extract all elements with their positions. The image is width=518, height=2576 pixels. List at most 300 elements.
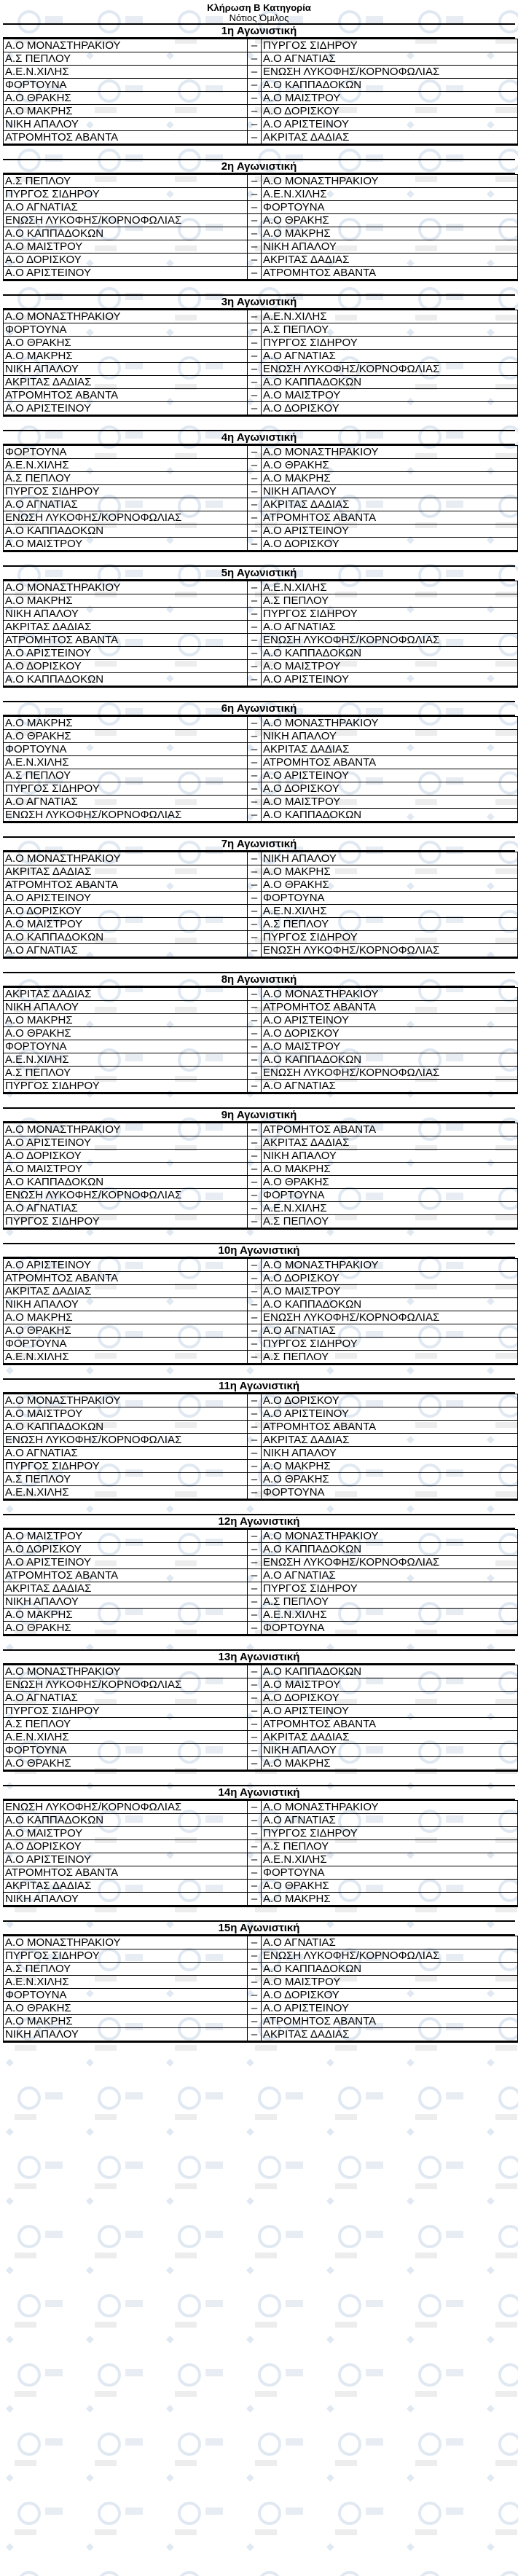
vs-separator: – bbox=[248, 1827, 262, 1840]
home-team: ΦΟΡΤΟΥΝΑ bbox=[4, 323, 248, 337]
away-team: ΦΟΡΤΟΥΝΑ bbox=[262, 1486, 518, 1500]
table-row bbox=[4, 1473, 518, 1486]
away-team: Α.Ο ΜΑΙΣΤΡΟΥ bbox=[262, 1976, 518, 1989]
round-title: 8η Αγωνιστική bbox=[3, 972, 515, 987]
vs-separator: – bbox=[248, 730, 262, 743]
vs-separator: – bbox=[248, 337, 262, 350]
home-team: Α.Ο ΜΑΙΣΤΡΟΥ bbox=[4, 1407, 248, 1421]
table-row bbox=[4, 1447, 518, 1460]
table-row bbox=[4, 944, 518, 958]
vs-separator: – bbox=[248, 1556, 262, 1569]
away-team: ΦΟΡΤΟΥΝΑ bbox=[262, 1189, 518, 1202]
table-row bbox=[4, 1866, 518, 1880]
away-team: Α.Ε.Ν.ΧΙΛΗΣ bbox=[262, 1853, 518, 1866]
away-team: Α.Ο ΜΑΚΡΗΣ bbox=[262, 1757, 518, 1771]
away-team: ΕΝΩΣΗ ΛΥΚΟΦΗΣ/ΚΟΡΝΟΦΩΛΙΑΣ bbox=[262, 944, 518, 958]
away-team: Α.Ο ΚΑΠΠΑΔΟΚΩΝ bbox=[262, 1053, 518, 1067]
table-row bbox=[4, 1936, 518, 1949]
away-team: Α.Ο ΔΟΡΙΣΚΟΥ bbox=[262, 1989, 518, 2002]
fixtures-table bbox=[3, 445, 518, 552]
round-title: 10η Αγωνιστική bbox=[3, 1243, 515, 1258]
away-team: Α.Ο ΔΟΡΙΣΚΟΥ bbox=[262, 105, 518, 118]
home-team: ΦΟΡΤΟΥΝΑ bbox=[4, 79, 248, 92]
vs-separator: – bbox=[248, 1989, 262, 2002]
table-row bbox=[4, 376, 518, 389]
table-row bbox=[4, 660, 518, 673]
round-section bbox=[0, 1378, 518, 1501]
table-row bbox=[4, 865, 518, 879]
table-row bbox=[4, 1486, 518, 1500]
away-team: Α.Σ ΠΕΠΛΟΥ bbox=[262, 1215, 518, 1229]
away-team: Α.Ο ΚΑΠΠΑΔΟΚΩΝ bbox=[262, 809, 518, 822]
page-title: Κλήρωση Β Κατηγορία bbox=[207, 2, 311, 13]
table-row bbox=[4, 647, 518, 660]
away-team: ΦΟΡΤΟΥΝΑ bbox=[262, 1866, 518, 1880]
table-row bbox=[4, 1163, 518, 1176]
away-team: Α.Ο ΑΓΝΑΤΙΑΣ bbox=[262, 1080, 518, 1093]
home-team: Α.Ο ΘΡΑΚΗΣ bbox=[4, 2002, 248, 2015]
away-team: Α.Ο ΜΟΝΑΣΤΗΡΑΚΙΟΥ bbox=[262, 175, 518, 188]
home-team: Α.Ε.Ν.ΧΙΛΗΣ bbox=[4, 756, 248, 769]
table-row bbox=[4, 1665, 518, 1678]
table-row bbox=[4, 608, 518, 621]
home-team: ΝΙΚΗ ΑΠΑΛΟΥ bbox=[4, 363, 248, 376]
round-section bbox=[0, 159, 518, 281]
home-team: Α.Ο ΜΑΚΡΗΣ bbox=[4, 2015, 248, 2028]
away-team: ΠΥΡΓΟΣ ΣΙΔΗΡΟΥ bbox=[262, 39, 518, 52]
home-team: ΑΚΡΙΤΑΣ ΔΑΔΙΑΣ bbox=[4, 865, 248, 879]
table-row bbox=[4, 1259, 518, 1272]
vs-separator: – bbox=[248, 254, 262, 267]
vs-separator: – bbox=[248, 1176, 262, 1189]
home-team: Α.Ο ΘΡΑΚΗΣ bbox=[4, 730, 248, 743]
table-row bbox=[4, 796, 518, 809]
table-row bbox=[4, 673, 518, 687]
away-team: Α.Ο ΜΑΚΡΗΣ bbox=[262, 227, 518, 240]
away-team: ΑΤΡΟΜΗΤΟΣ ΑΒΑΝΤΑ bbox=[262, 1123, 518, 1136]
table-row bbox=[4, 472, 518, 485]
vs-separator: – bbox=[248, 1014, 262, 1027]
vs-separator: – bbox=[248, 1705, 262, 1718]
away-team: Α.Ο ΜΟΝΑΣΤΗΡΑΚΙΟΥ bbox=[262, 1530, 518, 1543]
home-team: Α.Ο ΚΑΠΠΑΔΟΚΩΝ bbox=[4, 1814, 248, 1827]
table-row bbox=[4, 131, 518, 145]
round-title: 14η Αγωνιστική bbox=[3, 1785, 515, 1800]
vs-separator: – bbox=[248, 1421, 262, 1434]
home-team: Α.Ο ΑΡΙΣΤΕΙΝΟΥ bbox=[4, 892, 248, 905]
vs-separator: – bbox=[248, 498, 262, 511]
home-team: Α.Ο ΔΟΡΙΣΚΟΥ bbox=[4, 660, 248, 673]
page-subtitle: Νότιος Όμιλος bbox=[229, 12, 289, 23]
table-row bbox=[4, 1893, 518, 1907]
round-section bbox=[0, 1649, 518, 1772]
vs-separator: – bbox=[248, 743, 262, 756]
table-row bbox=[4, 1718, 518, 1731]
table-row bbox=[4, 39, 518, 52]
away-team: ΝΙΚΗ ΑΠΑΛΟΥ bbox=[262, 730, 518, 743]
away-team: Α.Ο ΔΟΡΙΣΚΟΥ bbox=[262, 782, 518, 796]
away-team: ΑΚΡΙΤΑΣ ΔΑΔΙΑΣ bbox=[262, 498, 518, 511]
table-row bbox=[4, 581, 518, 594]
vs-separator: – bbox=[248, 1136, 262, 1150]
away-team: Α.Ο ΜΟΝΑΣΤΗΡΑΚΙΟΥ bbox=[262, 1801, 518, 1814]
vs-separator: – bbox=[248, 538, 262, 551]
away-team: Α.Σ ΠΕΠΛΟΥ bbox=[262, 1840, 518, 1853]
away-team: ΝΙΚΗ ΑΠΑΛΟΥ bbox=[262, 852, 518, 865]
table-row bbox=[4, 1569, 518, 1582]
home-team: Α.Ο ΑΡΙΣΤΕΙΝΟΥ bbox=[4, 1853, 248, 1866]
away-team: ΑΚΡΙΤΑΣ ΔΑΔΙΑΣ bbox=[262, 254, 518, 267]
away-team: ΑΤΡΟΜΗΤΟΣ ΑΒΑΝΤΑ bbox=[262, 1421, 518, 1434]
table-row bbox=[4, 1001, 518, 1014]
away-team: Α.Ο ΜΑΚΡΗΣ bbox=[262, 472, 518, 485]
vs-separator: – bbox=[248, 769, 262, 782]
home-team: Α.Ο ΑΓΝΑΤΙΑΣ bbox=[4, 944, 248, 958]
round-section bbox=[0, 836, 518, 959]
away-team: ΑΤΡΟΜΗΤΟΣ ΑΒΑΝΤΑ bbox=[262, 1001, 518, 1014]
home-team: ΦΟΡΤΟΥΝΑ bbox=[4, 1989, 248, 2002]
table-row bbox=[4, 1311, 518, 1324]
away-team: ΦΟΡΤΟΥΝΑ bbox=[262, 892, 518, 905]
home-team: ΠΥΡΓΟΣ ΣΙΔΗΡΟΥ bbox=[4, 1080, 248, 1093]
home-team: Α.Ο ΑΡΙΣΤΕΙΝΟΥ bbox=[4, 1136, 248, 1150]
table-row bbox=[4, 1814, 518, 1827]
home-team: ΝΙΚΗ ΑΠΑΛΟΥ bbox=[4, 608, 248, 621]
vs-separator: – bbox=[248, 1067, 262, 1080]
table-row bbox=[4, 1543, 518, 1556]
home-team: ΑΚΡΙΤΑΣ ΔΑΔΙΑΣ bbox=[4, 1880, 248, 1893]
vs-separator: – bbox=[248, 1880, 262, 1893]
vs-separator: – bbox=[248, 175, 262, 188]
home-team: Α.Ο ΜΑΙΣΤΡΟΥ bbox=[4, 918, 248, 931]
away-team: Α.Ο ΜΑΙΣΤΡΟΥ bbox=[262, 389, 518, 402]
vs-separator: – bbox=[248, 485, 262, 498]
vs-separator: – bbox=[248, 1801, 262, 1814]
round-title: 9η Αγωνιστική bbox=[3, 1107, 515, 1123]
vs-separator: – bbox=[248, 756, 262, 769]
away-team: Α.Ε.Ν.ΧΙΛΗΣ bbox=[262, 581, 518, 594]
table-row bbox=[4, 1460, 518, 1473]
table-row bbox=[4, 402, 518, 416]
vs-separator: – bbox=[248, 240, 262, 254]
home-team: Α.Ο ΘΡΑΚΗΣ bbox=[4, 1027, 248, 1040]
table-row bbox=[4, 634, 518, 647]
away-team: Α.Ο ΜΑΙΣΤΡΟΥ bbox=[262, 92, 518, 105]
away-team: ΕΝΩΣΗ ΛΥΚΟΦΗΣ/ΚΟΡΝΟΦΩΛΙΑΣ bbox=[262, 634, 518, 647]
home-team: Α.Ο ΘΡΑΚΗΣ bbox=[4, 1622, 248, 1635]
table-row bbox=[4, 66, 518, 79]
home-team: Α.Ε.Ν.ΧΙΛΗΣ bbox=[4, 1486, 248, 1500]
away-team: ΕΝΩΣΗ ΛΥΚΟΦΗΣ/ΚΟΡΝΟΦΩΛΙΑΣ bbox=[262, 1949, 518, 1963]
round-title: 5η Αγωνιστική bbox=[3, 565, 515, 581]
table-row bbox=[4, 1989, 518, 2002]
table-row bbox=[4, 201, 518, 214]
vs-separator: – bbox=[248, 66, 262, 79]
away-team: Α.Ο ΜΑΙΣΤΡΟΥ bbox=[262, 796, 518, 809]
home-team: Α.Ο ΜΑΚΡΗΣ bbox=[4, 1311, 248, 1324]
vs-separator: – bbox=[248, 79, 262, 92]
table-row bbox=[4, 1556, 518, 1569]
home-team: Α.Ο ΑΓΝΑΤΙΑΣ bbox=[4, 498, 248, 511]
away-team: Α.Ο ΑΓΝΑΤΙΑΣ bbox=[262, 1936, 518, 1949]
home-team: Α.Ο ΜΟΝΑΣΤΗΡΑΚΙΟΥ bbox=[4, 581, 248, 594]
away-team: Α.Ο ΘΡΑΚΗΣ bbox=[262, 1880, 518, 1893]
home-team: Α.Ο ΑΡΙΣΤΕΙΝΟΥ bbox=[4, 1556, 248, 1569]
vs-separator: – bbox=[248, 1893, 262, 1907]
home-team: Α.Ο ΑΓΝΑΤΙΑΣ bbox=[4, 1447, 248, 1460]
home-team: Α.Ε.Ν.ΧΙΛΗΣ bbox=[4, 459, 248, 472]
home-team: Α.Ο ΜΑΚΡΗΣ bbox=[4, 1014, 248, 1027]
table-row bbox=[4, 267, 518, 280]
vs-separator: – bbox=[248, 1949, 262, 1963]
home-team: Α.Ο ΑΡΙΣΤΕΙΝΟΥ bbox=[4, 647, 248, 660]
away-team: ΕΝΩΣΗ ΛΥΚΟΦΗΣ/ΚΟΡΝΟΦΩΛΙΑΣ bbox=[262, 1311, 518, 1324]
table-row bbox=[4, 769, 518, 782]
round-title: 2η Αγωνιστική bbox=[3, 159, 515, 174]
round-section bbox=[0, 1107, 518, 1230]
away-team: Α.Ο ΜΑΙΣΤΡΟΥ bbox=[262, 1040, 518, 1053]
away-team: Α.Ο ΘΡΑΚΗΣ bbox=[262, 1473, 518, 1486]
table-row bbox=[4, 717, 518, 730]
vs-separator: – bbox=[248, 634, 262, 647]
home-team: ΠΥΡΓΟΣ ΣΙΔΗΡΟΥ bbox=[4, 1949, 248, 1963]
home-team: Α.Ο ΜΟΝΑΣΤΗΡΑΚΙΟΥ bbox=[4, 39, 248, 52]
home-team: Α.Ο ΘΡΑΚΗΣ bbox=[4, 92, 248, 105]
away-team: Α.Ο ΜΟΝΑΣΤΗΡΑΚΙΟΥ bbox=[262, 1259, 518, 1272]
away-team: ΦΟΡΤΟΥΝΑ bbox=[262, 1622, 518, 1635]
vs-separator: – bbox=[248, 131, 262, 145]
home-team: Α.Ο ΔΟΡΙΣΚΟΥ bbox=[4, 254, 248, 267]
home-team: ΑΤΡΟΜΗΤΟΣ ΑΒΑΝΤΑ bbox=[4, 131, 248, 145]
vs-separator: – bbox=[248, 350, 262, 363]
vs-separator: – bbox=[248, 1150, 262, 1163]
table-row bbox=[4, 1324, 518, 1338]
home-team: Α.Ο ΑΡΙΣΤΕΙΝΟΥ bbox=[4, 402, 248, 416]
table-row bbox=[4, 1338, 518, 1351]
vs-separator: – bbox=[248, 1609, 262, 1622]
round-section bbox=[0, 1920, 518, 2043]
table-row bbox=[4, 1407, 518, 1421]
table-row bbox=[4, 214, 518, 227]
away-team: Α.Ο ΜΑΚΡΗΣ bbox=[262, 1893, 518, 1907]
vs-separator: – bbox=[248, 1324, 262, 1338]
away-team: Α.Σ ΠΕΠΛΟΥ bbox=[262, 918, 518, 931]
vs-separator: – bbox=[248, 1311, 262, 1324]
home-team: ΑΚΡΙΤΑΣ ΔΑΔΙΑΣ bbox=[4, 376, 248, 389]
home-team: ΠΥΡΓΟΣ ΣΙΔΗΡΟΥ bbox=[4, 188, 248, 201]
home-team: ΝΙΚΗ ΑΠΑΛΟΥ bbox=[4, 1001, 248, 1014]
round-title: 3η Αγωνιστική bbox=[3, 294, 515, 310]
home-team: ΕΝΩΣΗ ΛΥΚΟΦΗΣ/ΚΟΡΝΟΦΩΛΙΑΣ bbox=[4, 1189, 248, 1202]
away-team: ΝΙΚΗ ΑΠΑΛΟΥ bbox=[262, 1150, 518, 1163]
vs-separator: – bbox=[248, 52, 262, 66]
fixtures-table bbox=[3, 174, 518, 281]
fixtures-table bbox=[3, 581, 518, 688]
table-row bbox=[4, 1744, 518, 1757]
vs-separator: – bbox=[248, 717, 262, 730]
vs-separator: – bbox=[248, 1744, 262, 1757]
vs-separator: – bbox=[248, 931, 262, 944]
table-row bbox=[4, 879, 518, 892]
fixtures-table bbox=[3, 1529, 518, 1636]
fixtures-table bbox=[3, 1800, 518, 1907]
home-team: ΑΤΡΟΜΗΤΟΣ ΑΒΑΝΤΑ bbox=[4, 634, 248, 647]
away-team: Α.Ο ΑΓΝΑΤΙΑΣ bbox=[262, 1569, 518, 1582]
away-team: Α.Σ ΠΕΠΛΟΥ bbox=[262, 1351, 518, 1364]
table-row bbox=[4, 1840, 518, 1853]
vs-separator: – bbox=[248, 1394, 262, 1407]
away-team: Α.Ο ΑΓΝΑΤΙΑΣ bbox=[262, 1814, 518, 1827]
table-row bbox=[4, 363, 518, 376]
vs-separator: – bbox=[248, 1285, 262, 1298]
vs-separator: – bbox=[248, 918, 262, 931]
table-row bbox=[4, 1421, 518, 1434]
away-team: ΦΟΡΤΟΥΝΑ bbox=[262, 201, 518, 214]
table-row bbox=[4, 1853, 518, 1866]
home-team: Α.Ο ΜΑΚΡΗΣ bbox=[4, 350, 248, 363]
vs-separator: – bbox=[248, 1298, 262, 1311]
round-title: 7η Αγωνιστική bbox=[3, 836, 515, 852]
away-team: Α.Ο ΔΟΡΙΣΚΟΥ bbox=[262, 402, 518, 416]
vs-separator: – bbox=[248, 525, 262, 538]
home-team: Α.Σ ΠΕΠΛΟΥ bbox=[4, 175, 248, 188]
vs-separator: – bbox=[248, 892, 262, 905]
table-row bbox=[4, 240, 518, 254]
home-team: Α.Ο ΜΑΙΣΤΡΟΥ bbox=[4, 1163, 248, 1176]
away-team: Α.Ο ΜΟΝΑΣΤΗΡΑΚΙΟΥ bbox=[262, 446, 518, 459]
table-row bbox=[4, 175, 518, 188]
vs-separator: – bbox=[248, 389, 262, 402]
round-title: 1η Αγωνιστική bbox=[3, 23, 515, 39]
home-team: Α.Ο ΜΑΙΣΤΡΟΥ bbox=[4, 1827, 248, 1840]
vs-separator: – bbox=[248, 39, 262, 52]
home-team: Α.Ο ΑΡΙΣΤΕΙΝΟΥ bbox=[4, 267, 248, 280]
away-team: ΠΥΡΓΟΣ ΣΙΔΗΡΟΥ bbox=[262, 1827, 518, 1840]
vs-separator: – bbox=[248, 1407, 262, 1421]
vs-separator: – bbox=[248, 105, 262, 118]
away-team: Α.Ο ΑΡΙΣΤΕΙΝΟΥ bbox=[262, 1705, 518, 1718]
home-team: Α.Ο ΔΟΡΙΣΚΟΥ bbox=[4, 1840, 248, 1853]
away-team: ΑΚΡΙΤΑΣ ΔΑΔΙΑΣ bbox=[262, 1136, 518, 1150]
table-row bbox=[4, 1053, 518, 1067]
home-team: ΝΙΚΗ ΑΠΑΛΟΥ bbox=[4, 118, 248, 131]
vs-separator: – bbox=[248, 608, 262, 621]
table-row bbox=[4, 1678, 518, 1692]
away-team: Α.Ο ΜΑΙΣΤΡΟΥ bbox=[262, 1285, 518, 1298]
fixtures-table bbox=[3, 39, 518, 146]
home-team: ΕΝΩΣΗ ΛΥΚΟΦΗΣ/ΚΟΡΝΟΦΩΛΙΑΣ bbox=[4, 214, 248, 227]
table-row bbox=[4, 1801, 518, 1814]
vs-separator: – bbox=[248, 1473, 262, 1486]
vs-separator: – bbox=[248, 1338, 262, 1351]
vs-separator: – bbox=[248, 660, 262, 673]
table-row bbox=[4, 809, 518, 822]
away-team: Α.Ο ΚΑΠΠΑΔΟΚΩΝ bbox=[262, 1298, 518, 1311]
table-row bbox=[4, 1123, 518, 1136]
away-team: Α.Ο ΔΟΡΙΣΚΟΥ bbox=[262, 538, 518, 551]
away-team: ΝΙΚΗ ΑΠΑΛΟΥ bbox=[262, 1447, 518, 1460]
fixtures-table bbox=[3, 716, 518, 823]
table-row bbox=[4, 1285, 518, 1298]
vs-separator: – bbox=[248, 227, 262, 240]
away-team: Α.Ο ΑΡΙΣΤΕΙΝΟΥ bbox=[262, 1407, 518, 1421]
table-row bbox=[4, 918, 518, 931]
home-team: ΦΟΡΤΟΥΝΑ bbox=[4, 1744, 248, 1757]
home-team: ΑΤΡΟΜΗΤΟΣ ΑΒΑΝΤΑ bbox=[4, 1569, 248, 1582]
away-team: ΝΙΚΗ ΑΠΑΛΟΥ bbox=[262, 240, 518, 254]
home-team: ΕΝΩΣΗ ΛΥΚΟΦΗΣ/ΚΟΡΝΟΦΩΛΙΑΣ bbox=[4, 1678, 248, 1692]
table-row bbox=[4, 310, 518, 323]
away-team: Α.Ο ΑΓΝΑΤΙΑΣ bbox=[262, 52, 518, 66]
vs-separator: – bbox=[248, 214, 262, 227]
table-row bbox=[4, 1530, 518, 1543]
vs-separator: – bbox=[248, 1692, 262, 1705]
table-row bbox=[4, 1027, 518, 1040]
table-row bbox=[4, 1949, 518, 1963]
away-team: Α.Ε.Ν.ΧΙΛΗΣ bbox=[262, 1202, 518, 1215]
home-team: Α.Ο ΜΑΙΣΤΡΟΥ bbox=[4, 1530, 248, 1543]
vs-separator: – bbox=[248, 1460, 262, 1473]
vs-separator: – bbox=[248, 809, 262, 822]
home-team: ΕΝΩΣΗ ΛΥΚΟΦΗΣ/ΚΟΡΝΟΦΩΛΙΑΣ bbox=[4, 1434, 248, 1447]
away-team: ΕΝΩΣΗ ΛΥΚΟΦΗΣ/ΚΟΡΝΟΦΩΛΙΑΣ bbox=[262, 1556, 518, 1569]
away-team: Α.Ε.Ν.ΧΙΛΗΣ bbox=[262, 905, 518, 918]
home-team: Α.Σ ΠΕΠΛΟΥ bbox=[4, 52, 248, 66]
away-team: Α.Ε.Ν.ΧΙΛΗΣ bbox=[262, 1609, 518, 1622]
home-team: ΠΥΡΓΟΣ ΣΙΔΗΡΟΥ bbox=[4, 485, 248, 498]
away-team: ΑΚΡΙΤΑΣ ΔΑΔΙΑΣ bbox=[262, 2028, 518, 2042]
table-row bbox=[4, 1215, 518, 1229]
round-section bbox=[0, 294, 518, 417]
vs-separator: – bbox=[248, 581, 262, 594]
home-team: ΑΤΡΟΜΗΤΟΣ ΑΒΑΝΤΑ bbox=[4, 1272, 248, 1285]
round-section bbox=[0, 430, 518, 552]
table-row bbox=[4, 459, 518, 472]
home-team: Α.Ο ΜΑΙΣΤΡΟΥ bbox=[4, 538, 248, 551]
vs-separator: – bbox=[248, 1259, 262, 1272]
home-team: Α.Ο ΜΟΝΑΣΤΗΡΑΚΙΟΥ bbox=[4, 310, 248, 323]
vs-separator: – bbox=[248, 988, 262, 1001]
table-row bbox=[4, 511, 518, 525]
home-team: Α.Ο ΚΑΠΠΑΔΟΚΩΝ bbox=[4, 1421, 248, 1434]
home-team: ΝΙΚΗ ΑΠΑΛΟΥ bbox=[4, 2028, 248, 2042]
vs-separator: – bbox=[248, 1351, 262, 1364]
home-team: Α.Ε.Ν.ΧΙΛΗΣ bbox=[4, 66, 248, 79]
home-team: ΠΥΡΓΟΣ ΣΙΔΗΡΟΥ bbox=[4, 782, 248, 796]
table-row bbox=[4, 118, 518, 131]
fixtures-table bbox=[3, 1936, 518, 2043]
away-team: Α.Ο ΜΑΚΡΗΣ bbox=[262, 865, 518, 879]
away-team: ΑΚΡΙΤΑΣ ΔΑΔΙΑΣ bbox=[262, 131, 518, 145]
vs-separator: – bbox=[248, 188, 262, 201]
home-team: ΑΤΡΟΜΗΤΟΣ ΑΒΑΝΤΑ bbox=[4, 1866, 248, 1880]
away-team: Α.Ο ΔΟΡΙΣΚΟΥ bbox=[262, 1394, 518, 1407]
vs-separator: – bbox=[248, 92, 262, 105]
table-row bbox=[4, 1394, 518, 1407]
table-row bbox=[4, 1705, 518, 1718]
vs-separator: – bbox=[248, 363, 262, 376]
home-team: ΠΥΡΓΟΣ ΣΙΔΗΡΟΥ bbox=[4, 1215, 248, 1229]
vs-separator: – bbox=[248, 1595, 262, 1609]
table-row bbox=[4, 52, 518, 66]
home-team: Α.Ο ΚΑΠΠΑΔΟΚΩΝ bbox=[4, 525, 248, 538]
round-section bbox=[0, 23, 518, 146]
away-team: Α.Ο ΚΑΠΠΑΔΟΚΩΝ bbox=[262, 647, 518, 660]
vs-separator: – bbox=[248, 1202, 262, 1215]
away-team: ΠΥΡΓΟΣ ΣΙΔΗΡΟΥ bbox=[262, 608, 518, 621]
home-team: Α.Ο ΑΓΝΑΤΙΑΣ bbox=[4, 796, 248, 809]
home-team: ΕΝΩΣΗ ΛΥΚΟΦΗΣ/ΚΟΡΝΟΦΩΛΙΑΣ bbox=[4, 809, 248, 822]
